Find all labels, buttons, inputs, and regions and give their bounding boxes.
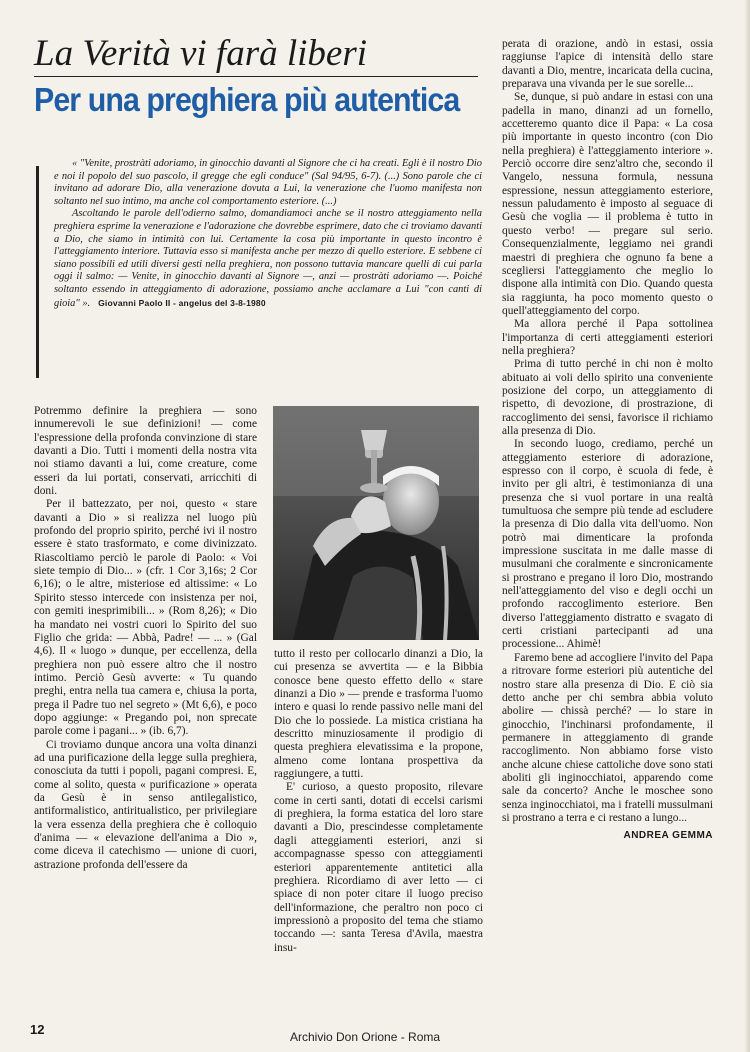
quote-paragraph-2-text: Ascoltando le parole dell'odierno salmo, domandiamoci anche se il nostro atteggiamento nella preghiera esprime la venerazione e l'adorazione che dovrebbe esprimere, dato che ci troviamo davanti a Dio, che siamo in intimità con lui. Certamente la cosa più importante in questo incontro è l'atteggiamento interiore. Tuttavia esso si manifesta anche per mezzo di quello esteriore. E sebbene ci siano possibili ed utili diversi gesti nella preghiera, non possono tuttavia mancare quelli di cui parla oggi il salmo: — Venite, in ginocchio davanti al Signore —, anzi — prostràti adoriamo —. Poiché soltanto essendo in atteggiamento di adorazione, possiamo anche acclamare a Lui "con canti di gioia" ».	[54, 208, 482, 309]
col3-paragraph-3: Ma allora perché il Papa sottolinea l'importanza di certi atteggiamenti esteriori nella preghiera?	[502, 318, 713, 357]
title-rule	[34, 76, 478, 77]
col2-paragraph-1: tutto il resto per collocarlo dinanzi a Dio, la cui presenza se avvertita — e la Bibbia conosce bene questo effetto dello « stare dinanzi a Dio » — prende e trasforma l'uomo intero e quasi lo rende passivo nelle mani del Dio che lo possiede. La mistica cristiana ha descritto minuziosamente il prodigio di questa preghiera elevatissima e la propone, almeno come lontana prospettiva da raggiungere, a tutti.	[274, 648, 483, 781]
col2-paragraph-2: E' curioso, a questo proposito, rilevare come in certi santi, dotati di eccelsi carismi di preghiera, la forma estatica del loro stare davanti a Dio, prescindesse completamente dagli atteggiamenti esteriori, anzi si accompagnasse spesso con atteggiamenti esteriori apparentemente antitetici alla preghiera. Ricordiamo di aver letto — ci spiace di non poter citare il luogo preciso dell'informazione, che peraltro non poco ci impressionò a proposito del tema che stiamo toccando —: santa Teresa d'Avila, maestra insu-	[274, 781, 483, 954]
archive-footer: Archivio Don Orione - Roma	[290, 1030, 441, 1044]
column-2	[274, 648, 483, 955]
col3-paragraph-4: Prima di tutto perché in chi non è molto abituato ai voli dello spirito una conveniente posizione del corpo, un atteggiamento di rispetto, di devozione, di prostrazione, di raccoglimento dei sensi, favorisce il richiamo alla presenza di Dio.	[502, 358, 713, 437]
pope-photo	[273, 406, 479, 640]
col1-paragraph-3: Ci troviamo dunque ancora una volta dinanzi ad una purificazione della legge sulla preghiera, conosciuta da tutti i popoli, pagani compresi. E, come al solito, questa « purificazione » operata da Gesù è in senso antilegalistico, antiformalistico, antiritualistico, per privilegiare la vera essenza della preghiera che è colloquio d'anima — « elevazione dell'anima a Dio », come diceva il catechismo — unione di cuori, astrazione profonda dell'essere da	[34, 738, 257, 871]
quote-paragraph-1: « "Venite, prostràti adoriamo, in ginocchio davanti al Signore che ci ha creati. Egli è il nostro Dio e noi il popolo del suo pascolo, il gregge che egli conduce" (Sal 94/95, 6-7). (...) Sono parole che ci invitano ad adorare Dio, alla venerazione dovuta a Lui, la venerazione che l'uomo manifesta non soltanto nel suo intimo, ma anche col comportamento esteriore. (...)	[54, 158, 482, 207]
page-number: 12	[30, 1022, 45, 1037]
column-3	[502, 38, 713, 843]
page-edge-shadow	[744, 0, 750, 1052]
quote-source: Giovanni Paolo II - angelus del 3-8-1980	[98, 297, 266, 308]
col3-paragraph-1: perata di orazione, andò in estasi, ossia raggiunse l'apice di intensità dello stare davanti a Dio, mentre, incaricata della cucina, preparava una vivanda per le sue sorelle...	[502, 38, 713, 91]
pope-photo-illustration	[273, 406, 479, 640]
col3-paragraph-6: Faremo bene ad accogliere l'invito del Papa a ritrovare forme esteriori più autentiche del nostro stare alla presenza di Dio. E ciò sia detto anche per chi sembra abbia voluto abolire — chissà perché? — lo stare in ginocchio, l'inchinarsi profondamente, il permanere in atteggiamento di grande raccoglimento. Non abbiamo forse visto anche alcune chiese cattoliche dove sono stati aboliti gli inginocchiatoi, apparendo come sale da concerto? Anche le moschee sono senza inginocchiatoi, ma i fratelli mussulmani si prostrano a terra e ci restano a lungo...	[502, 651, 713, 824]
headline: Per una preghiera più autentica	[34, 81, 460, 118]
col1-paragraph-1: Potremmo definire la preghiera — sono innumerevoli le sue definizioni! — come l'espressione della profonda convinzione di stare davanti a Dio. Tutti i momenti della nostra vita noi stiamo davanti a lui, come creature, come esseri da lui portati, conservati, arricchiti di doni.	[34, 405, 257, 498]
col3-paragraph-5: In secondo luogo, crediamo, perché un atteggiamento esteriore di adorazione, espresso con il corpo, è scuola di fede, è invito per gli altri, è testimonianza di una presenza che si vuol portare in una realtà tumultuosa che sempre più tende ad escludere la presenza di Dio dalla vita dell'uomo. Non potrò mai dimenticare la profonda impressione suscitata in me dalle masse di musulmani che coralmente e sincronicamente si prostrano e pregano il loro Dio, mostrando nell'atteggiamento del viso e degli occhi un profondo raccoglimento esteriore. Ben diverso l'atteggiamento distratto e svagato di certi cristiani partecipanti ad una processione... Ahimè!	[502, 438, 713, 651]
series-title: La Verità vi farà liberi	[34, 33, 367, 74]
column-1	[34, 405, 257, 872]
author-signature: ANDREA GEMMA	[623, 830, 713, 842]
col1-paragraph-2: Per il battezzato, per noi, questo « stare davanti a Dio » si realizza nel luogo più profondo del proprio spirito, perché ivi il nostro essere è stato trasformato, e come divinizzato. Riascoltiamo perciò le parole di Paolo: « Voi siete tempio di Dio... » (cfr. 1 Cor 3,16s; 2 Cor 6,16); o le altre, misteriose ed altissime: « Lo Spirito stesso intercede con insistenza per noi, con gemiti inesprimibili... » (Rom 8,26); « Dio ha mandato nei vostri cuori lo Spirito del suo Figlio che grida: — Abbà, Padre! — ... » (Gal 4,6). Il « luogo » dunque, per eccellenza, della preghiera non può essere altro che il nostro intimo. Perciò Gesù avverte: « Tu quando preghi, entra nella tua camera e, chiusa la porta, prega il Padre tuo nel segreto » (Mt 6,6), e poco dopo aggiunge: « Pregando poi, non sprecate parole come i pagani... » (ib. 6,7).	[34, 498, 257, 738]
col3-paragraph-2: Se, dunque, si può andare in estasi con una padella in mano, dinanzi ad un fornello, accetteremo quanto dice il Papa: « La cosa più importante in questo incontro (con Dio nella preghiera) è l'atteggiamento interiore ». Perciò occorre dire senz'altro che, secondo il Vangelo, nessuna formula, nessuna espressione, nessun atteggiamento esteriore, nessun paludamento è imposto al seguace di Gesù che voglia — il problema è tutto in questo verbo! — pregare sul serio. Consequenzialmente, leggiamo nei grandi maestri di preghiera che ognuno fa bene a scegliersi l'atteggiamento che meglio lo dispone alla intimità con Dio. Quando questa sia raggiunta, ha poco momento questo o quell'atteggiamento del corpo.	[502, 91, 713, 317]
pope-quote	[54, 158, 482, 310]
quote-paragraph-2	[54, 208, 482, 310]
quote-bar	[36, 166, 39, 378]
